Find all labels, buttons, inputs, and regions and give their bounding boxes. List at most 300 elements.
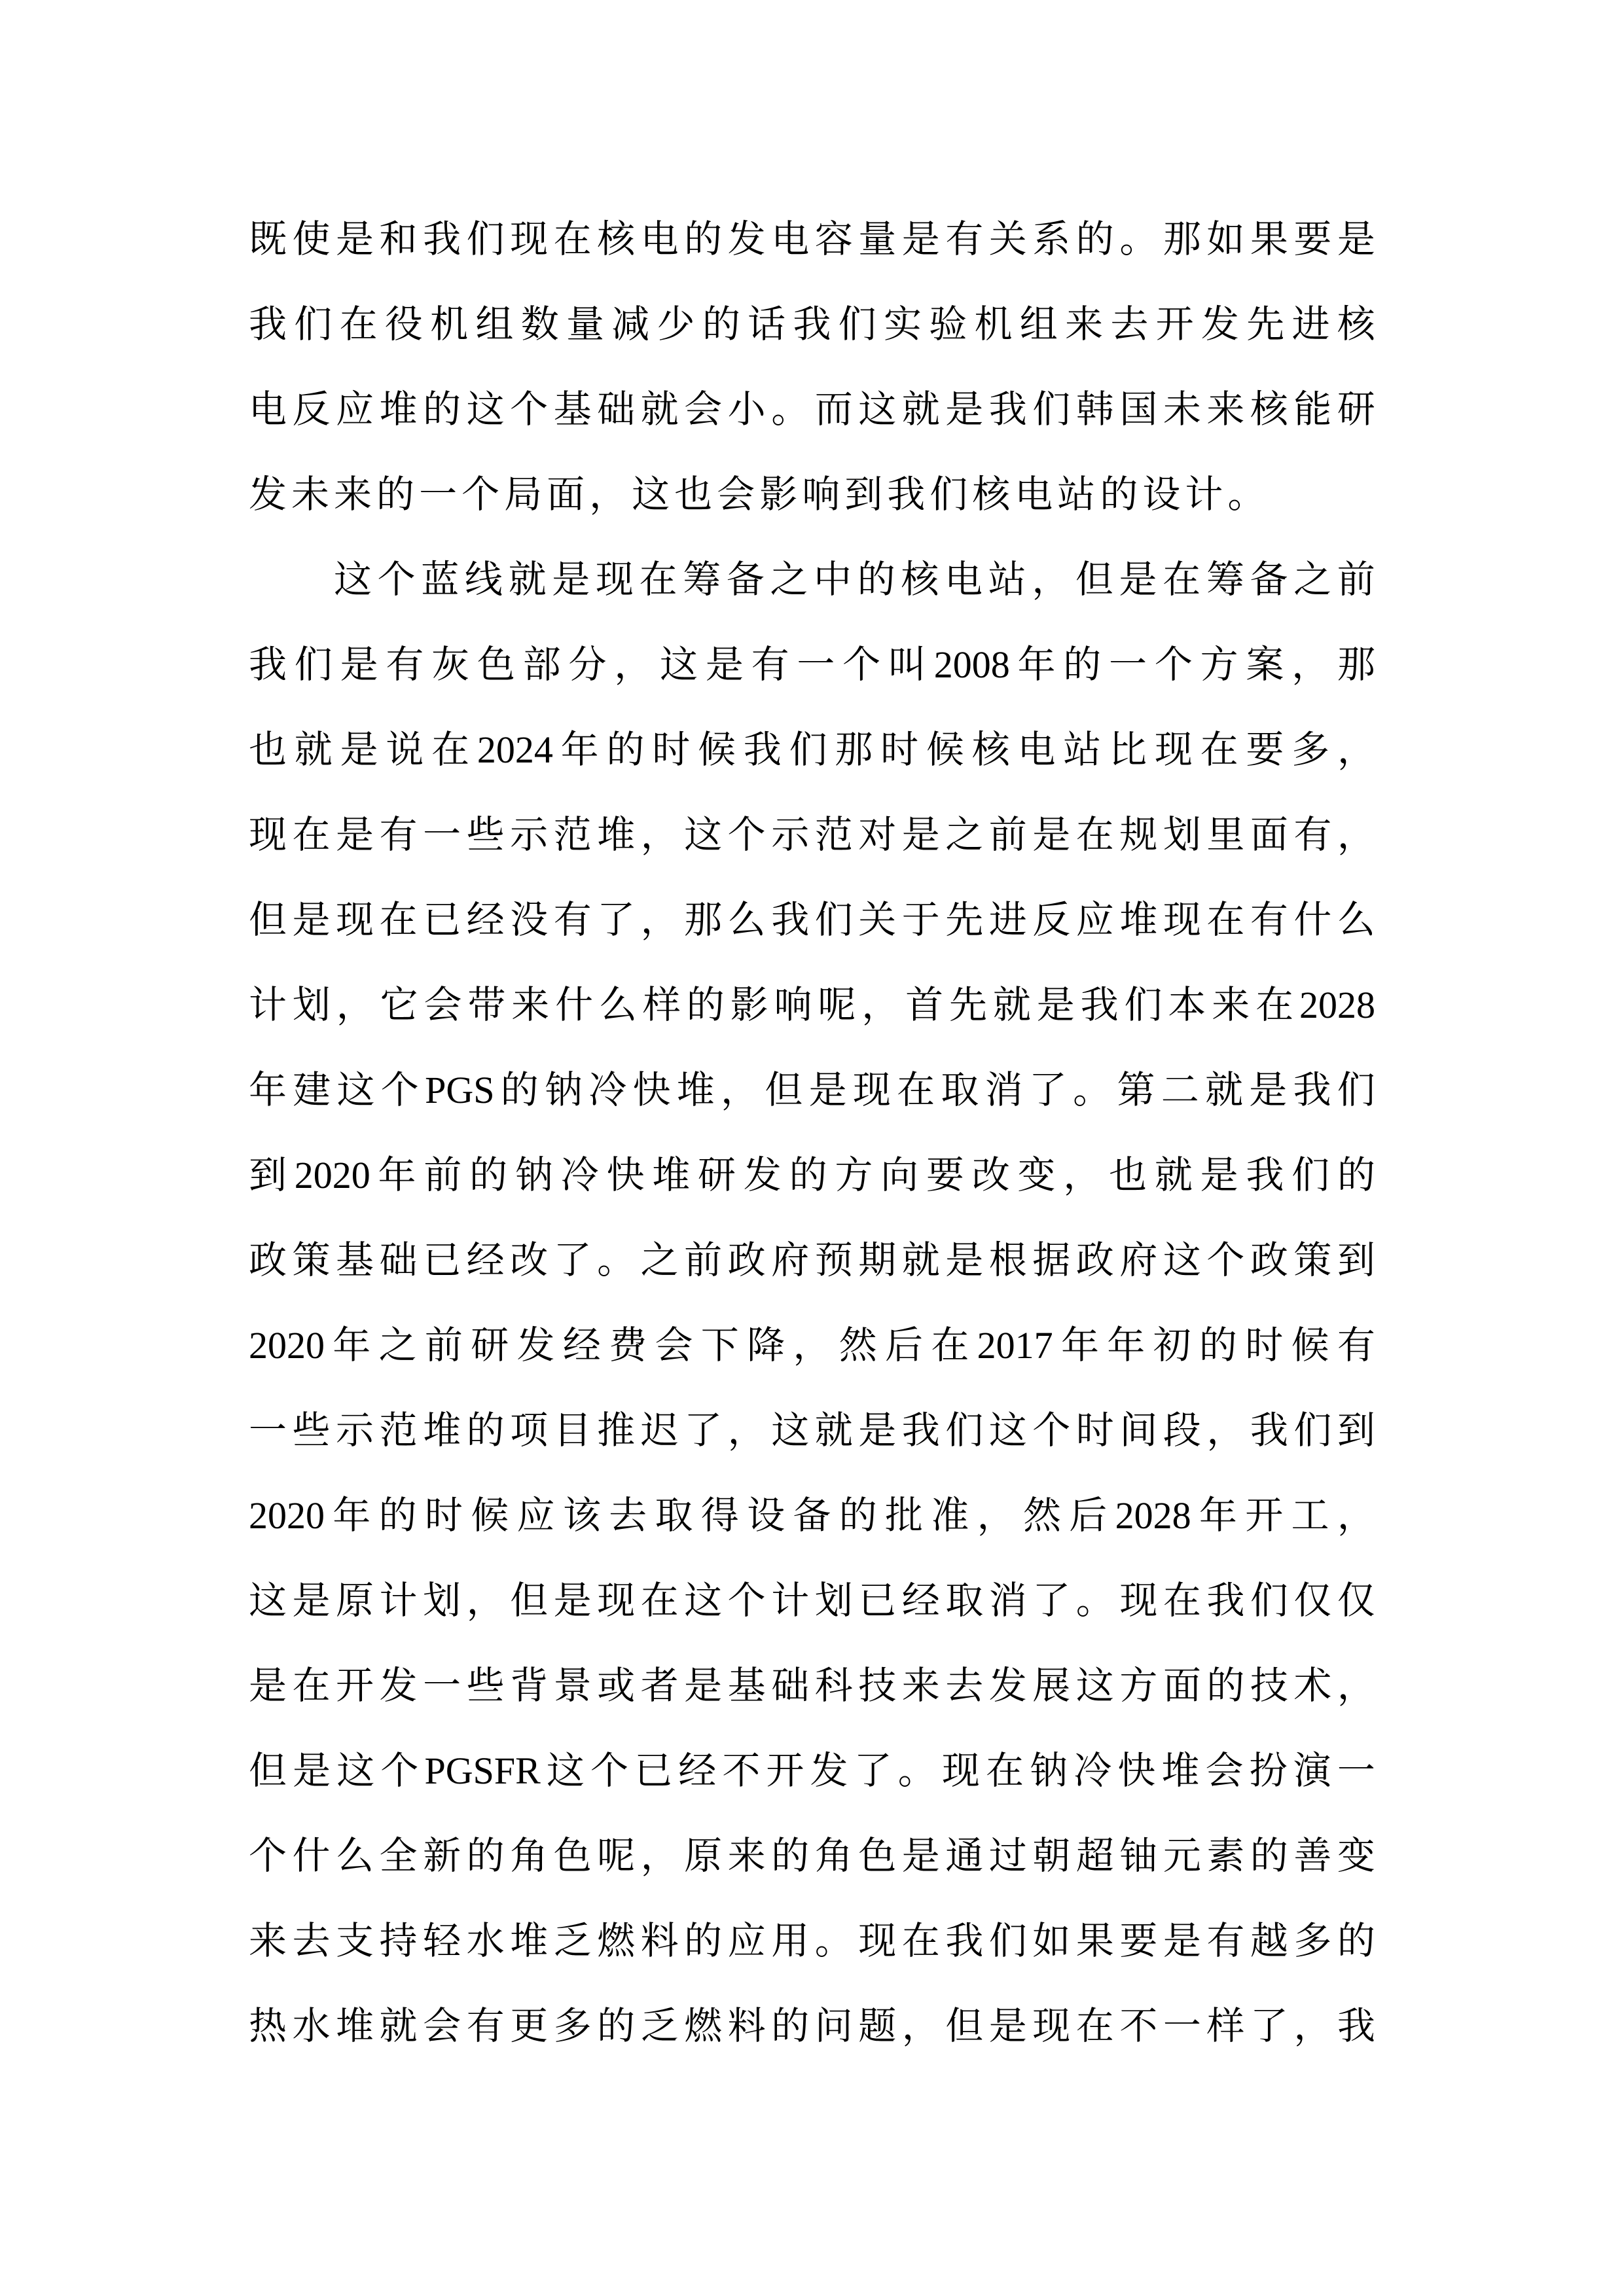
text-token: 划	[814, 1579, 853, 1622]
text-token: 冷	[560, 1154, 599, 1196]
text-token: 验	[929, 303, 967, 346]
text-token: 了	[1028, 1069, 1067, 1111]
text-token: 素	[1206, 1835, 1245, 1877]
text-token: 第	[1117, 1069, 1155, 1111]
text-token: 初	[1153, 1324, 1191, 1367]
text-token: 我	[1206, 1579, 1245, 1622]
text-token: 取	[941, 1069, 979, 1111]
text-token: 年	[1199, 1494, 1237, 1537]
text-token: 蓝	[421, 558, 460, 601]
text-token: 是	[293, 1749, 331, 1792]
text-token: PGS	[425, 1069, 495, 1111]
text-token: 本	[1168, 984, 1206, 1026]
text-token: 机	[430, 303, 469, 346]
text-line	[249, 708, 1375, 793]
text-token: 然	[1022, 1494, 1061, 1537]
text-token: 在	[901, 1920, 940, 1962]
text-token: 有	[386, 643, 424, 686]
text-token: 快	[606, 1154, 645, 1196]
text-token: 小	[727, 388, 766, 431]
text-token: 现	[597, 1579, 636, 1622]
text-token: 是	[945, 388, 984, 431]
text-token: 在	[379, 899, 418, 941]
text-token: 规	[1119, 814, 1158, 856]
text-token: 说	[386, 728, 424, 771]
text-token: 组	[1019, 303, 1058, 346]
text-token: 这	[1075, 1664, 1114, 1707]
text-token: 我	[1250, 1409, 1288, 1452]
text-token: 们	[1032, 388, 1071, 431]
text-token: 变	[1017, 1154, 1056, 1196]
text-token: 是	[945, 1239, 984, 1282]
text-token: 站	[1057, 473, 1096, 516]
text-line	[249, 1643, 1375, 1729]
text-token: 仅	[1337, 1579, 1375, 1622]
text-token: 量	[566, 303, 604, 346]
text-token: 冷	[588, 1069, 627, 1111]
text-token: 越	[1250, 1920, 1288, 1962]
text-token: 下	[700, 1324, 739, 1367]
text-token: 的	[1100, 473, 1138, 516]
text-token: 灰	[431, 643, 470, 686]
text-token: 核	[971, 728, 1010, 771]
text-token: 这	[684, 1579, 723, 1622]
text-token: 前	[684, 1239, 723, 1282]
text-line	[249, 1814, 1375, 1899]
text-token: 应	[1075, 899, 1114, 941]
text-token: 一	[797, 643, 835, 686]
text-token: 原	[336, 1579, 374, 1622]
text-token: 去	[292, 1920, 331, 1962]
text-token: 而	[814, 388, 853, 431]
text-token: 少	[657, 303, 695, 346]
text-token: 开	[1245, 1494, 1284, 1537]
text-token: 但	[945, 2005, 984, 2047]
text-token: 就	[814, 1409, 853, 1452]
text-token: 堆	[652, 1154, 691, 1196]
text-line	[249, 1984, 1375, 2069]
text-token: ，	[1063, 1154, 1102, 1196]
text-token: 没	[510, 899, 549, 941]
text-token: 会	[424, 984, 462, 1026]
text-token: 的	[857, 558, 895, 601]
text-token: 堆	[676, 1069, 715, 1111]
text-token: 有	[379, 814, 418, 856]
text-token: 之	[1293, 558, 1332, 601]
text-token: 核	[1337, 303, 1375, 346]
text-token: 反	[1032, 899, 1071, 941]
text-line	[249, 1303, 1375, 1388]
text-token: 发	[727, 218, 766, 260]
text-token: 电	[944, 558, 983, 601]
text-token: 那	[835, 728, 873, 771]
text-token: 研	[698, 1154, 736, 1196]
text-token: 机	[974, 303, 1013, 346]
text-token: 些	[466, 1664, 505, 1707]
text-token: 响	[802, 473, 840, 516]
text-token: 是	[858, 1409, 897, 1452]
text-token: 面	[1250, 814, 1288, 856]
text-token: 基	[553, 388, 592, 431]
text-token: 角	[510, 1835, 549, 1877]
text-token: 现	[510, 218, 549, 260]
text-token: 基	[727, 1664, 766, 1707]
text-token: 面	[1163, 1664, 1201, 1707]
text-token: 时	[652, 728, 691, 771]
text-token: 这	[334, 558, 372, 601]
text-token: 冷	[1074, 1749, 1112, 1792]
text-token: 乏	[553, 1920, 592, 1962]
text-token: 是	[336, 814, 374, 856]
text-token: 改	[971, 1154, 1010, 1196]
text-token: 的	[1075, 218, 1114, 260]
text-token: 燃	[684, 2005, 723, 2047]
text-token: 是	[292, 899, 331, 941]
text-token: 迟	[640, 1409, 679, 1452]
text-token: 料	[640, 1920, 679, 1962]
text-token: 项	[510, 1409, 549, 1452]
text-token: 已	[423, 899, 461, 941]
text-token: 计	[379, 1579, 418, 1622]
text-token: 到	[1337, 1409, 1375, 1452]
text-token: 了	[854, 1749, 892, 1792]
text-token: 示	[510, 814, 549, 856]
text-token: 但	[249, 899, 287, 941]
text-token: 是	[901, 218, 940, 260]
text-token: 一	[423, 1664, 461, 1707]
text-token: 演	[1293, 1749, 1331, 1792]
text-token: 后	[1069, 1494, 1108, 1537]
text-token: 发	[988, 1664, 1027, 1707]
text-token: 在	[931, 1324, 969, 1367]
text-token: 方	[835, 1154, 873, 1196]
text-token: 这	[336, 1749, 375, 1792]
text-token: 堆	[336, 2005, 374, 2047]
text-token: 来	[511, 984, 550, 1026]
text-token: 的	[686, 984, 725, 1026]
text-token: 在	[431, 728, 470, 771]
text-token: 容	[814, 218, 853, 260]
text-token: 段	[1163, 1409, 1201, 1452]
text-token: 年	[333, 1494, 371, 1537]
text-token: 的	[469, 1154, 508, 1196]
text-token: 的	[771, 1835, 810, 1877]
text-token: 样	[1206, 2005, 1245, 2047]
text-line	[249, 1729, 1375, 1814]
text-token: 影	[759, 473, 798, 516]
text-token: 方	[1119, 1664, 1158, 1707]
text-token: 乏	[640, 2005, 679, 2047]
text-token: 是	[340, 643, 378, 686]
text-token: 核	[972, 473, 1011, 516]
text-token: 的	[1250, 1835, 1288, 1877]
text-token: 经	[562, 1324, 601, 1367]
text-line	[249, 537, 1375, 622]
text-token: 持	[379, 1920, 418, 1962]
text-token: 。	[897, 1749, 936, 1792]
text-token: 个	[1154, 643, 1193, 686]
text-token: 的	[597, 2005, 636, 2047]
text-token: 划	[423, 1579, 461, 1622]
text-token: 响	[774, 984, 812, 1026]
text-token: 就	[992, 984, 1031, 1026]
text-token: 就	[508, 558, 547, 601]
text-line	[249, 878, 1375, 963]
text-token: 经	[466, 899, 505, 941]
text-token: 候	[926, 728, 964, 771]
text-token: 个	[461, 473, 500, 516]
text-token: 该	[562, 1494, 601, 1537]
text-token: 的	[702, 303, 740, 346]
text-token: 的	[376, 473, 415, 516]
text-token: 划	[292, 984, 331, 1026]
text-token: 面	[547, 473, 585, 516]
text-line	[249, 793, 1375, 878]
text-token: 向	[880, 1154, 919, 1196]
text-token: 关	[858, 899, 897, 941]
text-token: 反	[292, 388, 331, 431]
text-token: 现	[852, 1069, 891, 1111]
text-token: 政	[1075, 1239, 1114, 1282]
text-token: 年	[333, 1324, 371, 1367]
text-token: 经	[901, 1579, 940, 1622]
text-token: 多	[1293, 1920, 1332, 1962]
text-token: 开	[1155, 303, 1194, 346]
text-token: 这	[660, 643, 698, 686]
text-token: 的	[684, 218, 723, 260]
text-token: 电	[1015, 473, 1053, 516]
text-token: 的	[500, 1069, 539, 1111]
text-token: 使	[292, 218, 331, 260]
text-token: 有	[553, 899, 592, 941]
text-token: 得	[700, 1494, 739, 1537]
text-token: 在	[553, 218, 592, 260]
text-token: 现	[1154, 728, 1193, 771]
text-token: 过	[988, 1835, 1027, 1877]
text-token: 堆	[423, 1409, 461, 1452]
text-token: 然	[839, 1324, 877, 1367]
text-token: 去	[1110, 303, 1149, 346]
text-token: 就	[901, 1239, 940, 1282]
text-token: 我	[743, 728, 782, 771]
text-token: 来	[727, 1835, 766, 1877]
text-token: 么	[336, 1835, 374, 1877]
text-token: 我	[1293, 1069, 1331, 1111]
text-token: 么	[1337, 899, 1375, 941]
text-token: 备	[1250, 558, 1288, 601]
text-token: 个	[380, 1749, 419, 1792]
text-token: 期	[858, 1239, 897, 1282]
text-token: 现	[941, 1749, 980, 1792]
text-token: 个	[377, 558, 416, 601]
text-token: 们	[1337, 1069, 1375, 1111]
text-token: 备	[793, 1494, 831, 1537]
text-token: 通	[945, 1835, 984, 1877]
text-token: 要	[1293, 218, 1332, 260]
text-token: 是	[249, 1664, 287, 1707]
text-token: 年	[1060, 1324, 1099, 1367]
text-token: 电	[1017, 728, 1056, 771]
text-token: 这	[336, 1069, 375, 1111]
text-token: 在	[1255, 984, 1294, 1026]
text-token: 2020	[249, 1494, 325, 1537]
text-token: 叫	[888, 643, 926, 686]
text-token: 用	[771, 1920, 810, 1962]
text-token: 前	[424, 1324, 463, 1367]
text-token: 开	[336, 1664, 374, 1707]
text-token: 先	[949, 984, 988, 1026]
text-token: 应	[336, 388, 374, 431]
text-token: 设	[747, 1494, 785, 1537]
text-token: 我	[1080, 984, 1119, 1026]
text-token: 在	[1163, 1579, 1201, 1622]
text-token: 府	[1119, 1239, 1158, 1282]
text-token: 已	[634, 1749, 673, 1792]
text-token: 们	[838, 303, 876, 346]
text-token: 策	[292, 1239, 331, 1282]
text-token: 者	[640, 1664, 679, 1707]
text-token: 既	[249, 218, 287, 260]
text-token: 些	[292, 1409, 331, 1452]
text-token: 我	[771, 899, 810, 941]
text-token: 年	[560, 728, 599, 771]
text-token: 根	[988, 1239, 1027, 1282]
text-token: 关	[988, 218, 1027, 260]
text-line	[249, 197, 1375, 282]
text-token: 二	[1161, 1069, 1199, 1111]
text-token: 先	[945, 899, 984, 941]
text-token: 研	[471, 1324, 509, 1367]
text-token: 方	[1200, 643, 1238, 686]
text-token: 我	[249, 303, 287, 346]
text-token: 后	[885, 1324, 924, 1367]
text-line	[249, 1133, 1375, 1218]
text-token: 原	[684, 1835, 723, 1877]
text-token: 府	[771, 1239, 810, 1282]
text-token: 建	[293, 1069, 331, 1111]
text-token: 也	[249, 728, 287, 771]
text-token: 的	[466, 1835, 505, 1877]
text-token: 是	[808, 1069, 847, 1111]
text-token: 数	[520, 303, 559, 346]
text-token: 么	[727, 899, 766, 941]
text-token: 们	[1291, 1154, 1330, 1196]
text-token: 快	[632, 1069, 671, 1111]
text-token: ，	[1337, 1664, 1375, 1707]
text-token: 我	[793, 303, 831, 346]
text-token: 。	[597, 1239, 636, 1282]
text-token: ，	[727, 1409, 766, 1452]
text-token: 有	[945, 218, 984, 260]
text-token: 有	[1293, 814, 1332, 856]
text-token: 于	[901, 899, 940, 941]
text-token: 计	[771, 1579, 810, 1622]
text-token: 我	[887, 473, 926, 516]
text-line	[249, 1218, 1375, 1303]
text-token: 进	[988, 899, 1027, 941]
text-token: 时	[880, 728, 919, 771]
text-token: 2020	[249, 1324, 325, 1367]
text-token: 这	[1163, 1239, 1201, 1282]
text-token: 了	[553, 1239, 592, 1282]
text-token: 示	[336, 1409, 374, 1452]
text-token: PGSFR	[424, 1749, 541, 1792]
text-token: 那	[684, 899, 723, 941]
text-token: 题	[858, 2005, 897, 2047]
text-token: 筹	[683, 558, 721, 601]
text-token: 到	[249, 1154, 287, 1196]
text-token: 们	[1250, 1579, 1288, 1622]
text-token: 快	[1117, 1749, 1156, 1792]
text-token: 我	[988, 388, 1027, 431]
text-token: 在	[1163, 558, 1201, 601]
text-token: 钠	[1030, 1749, 1068, 1792]
text-token: 推	[597, 1409, 636, 1452]
text-token: 发	[379, 1664, 418, 1707]
text-token: ，	[977, 1494, 1015, 1537]
text-token: 发	[743, 1154, 782, 1196]
text-token: 展	[1032, 1664, 1071, 1707]
text-token: ，	[901, 2005, 940, 2047]
text-token: 那	[1163, 218, 1201, 260]
text-token: ，	[721, 1069, 759, 1111]
text-token: 会	[1205, 1749, 1244, 1792]
text-token: 发	[249, 473, 287, 516]
text-token: 会	[655, 1324, 693, 1367]
text-token: 的	[1337, 1920, 1375, 1962]
text-token: 国	[1119, 388, 1158, 431]
text-line	[249, 452, 1375, 537]
text-line	[249, 1899, 1375, 1984]
text-token: 问	[814, 2005, 853, 2047]
text-token: 计	[1185, 473, 1223, 516]
text-token: 取	[945, 1579, 984, 1622]
text-token: 超	[1075, 1835, 1114, 1877]
text-token: 是	[340, 728, 378, 771]
text-line	[249, 1473, 1375, 1558]
text-token: 这	[771, 1409, 810, 1452]
text-token: 个	[842, 643, 881, 686]
text-token: 新	[423, 1835, 461, 1877]
text-token: 候	[698, 728, 736, 771]
text-token: 但	[510, 1579, 549, 1622]
text-token: 量	[858, 218, 897, 260]
text-token: 是	[1032, 814, 1071, 856]
text-token: 现	[336, 899, 374, 941]
text-token: 角	[814, 1835, 853, 1877]
text-token: 。	[1227, 473, 1266, 516]
text-token: 们	[294, 303, 333, 346]
text-token: 据	[1032, 1239, 1071, 1282]
text-token: 计	[249, 984, 287, 1026]
text-token: 站	[988, 558, 1026, 601]
text-token: 去	[945, 1664, 984, 1707]
text-token: 是	[552, 558, 590, 601]
text-token: 一	[249, 1409, 287, 1452]
text-token: 在	[985, 1749, 1024, 1792]
text-token: 2020	[294, 1154, 370, 1196]
text-token: 一	[423, 814, 461, 856]
text-token: 是	[705, 643, 744, 686]
text-token: 前	[1337, 558, 1375, 601]
text-token: 在	[339, 303, 378, 346]
text-token: 年	[249, 1069, 287, 1111]
text-token: 们	[294, 643, 333, 686]
text-token: 的	[684, 1920, 723, 1962]
text-token: 我	[901, 1409, 940, 1452]
text-token: 未	[291, 473, 330, 516]
text-token: 中	[814, 558, 852, 601]
